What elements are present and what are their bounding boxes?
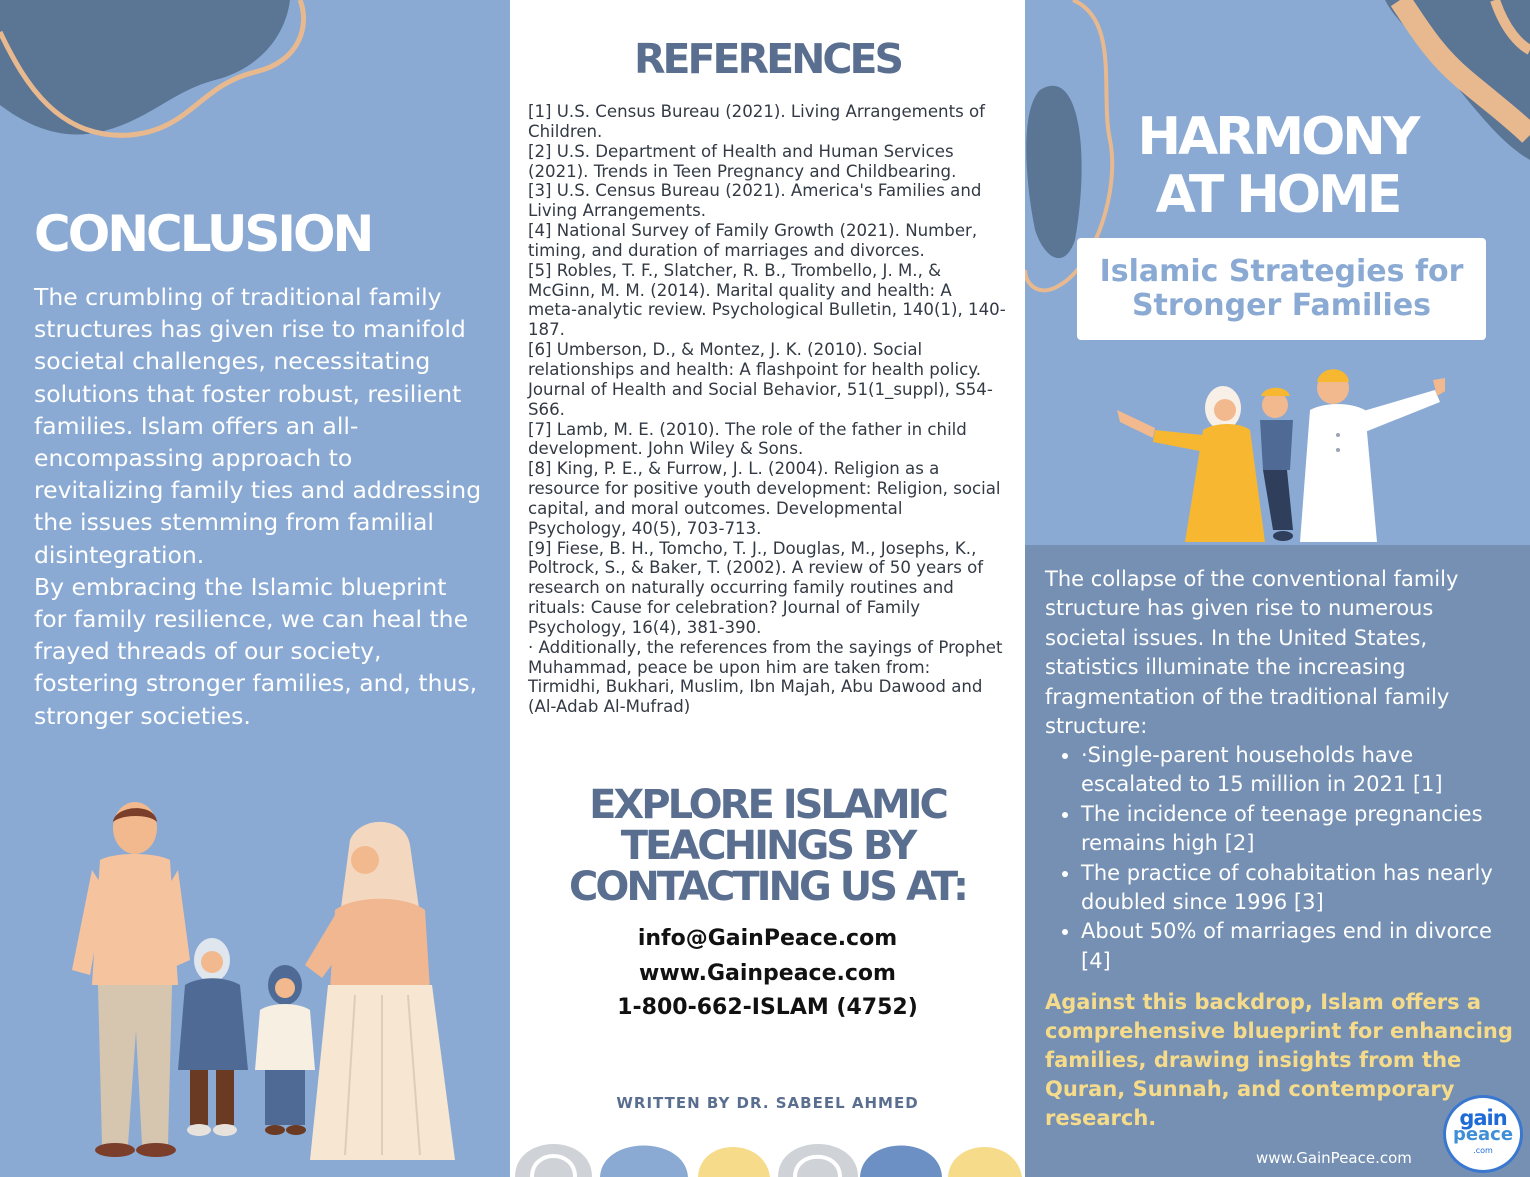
- reference-item: [6] Umberson, D., & Montez, J. K. (2010). Social relationships and health: A flashpoint for health policy. Journal of Health and Social Behavior, 51(1_suppl), S54-S66.: [528, 340, 993, 419]
- statistic-item: • The practice of cohabitation has nearly doubled since 1996 [3]: [1081, 859, 1515, 918]
- brochure-title: [1025, 108, 1530, 224]
- girl-dress: [178, 978, 248, 1070]
- title-line: HARMONY: [1137, 107, 1418, 167]
- subtitle-text: [1100, 255, 1464, 323]
- boy-shirt: [1260, 420, 1293, 470]
- logo-text-gain: gain: [1459, 1106, 1507, 1130]
- statistics-list: [1045, 741, 1515, 976]
- references-heading: REFERENCES: [633, 35, 902, 83]
- conclusion-body: [34, 281, 484, 732]
- reference-item: · Additionally, the references from the sayings of Prophet Muhammad, peace be upon him are taken from: Tirmidhi, Bukhari, Muslim, Ibn Majah, Abu Dawood and (Al-Adab Al-Mufrad): [528, 637, 1003, 717]
- father-shirt: [92, 854, 178, 985]
- intro-text: The collapse of the conventional family structure has given rise to numerous societal issues. In the United States, statistics illuminate the increasing fragmentation of the traditional family structure:: [1045, 567, 1459, 739]
- author-credit: WRITTEN BY DR. SABEEL AHMED: [616, 1094, 919, 1112]
- decorative-shapes-bottom: [510, 1135, 1025, 1177]
- conclusion-paragraph: By embracing the Islamic blueprint for family resilience, we can heal the frayed threads of our society, fostering stronger families, and, thus, stronger societies.: [34, 572, 478, 730]
- reference-item: [9] Fiese, B. H., Tomcho, T. J., Douglas, M., Josephs, K., Poltrock, S., & Baker, T. (2002). A review of 50 years of research on naturally occurring family routines and rituals: Cause for celebration? Journal of Family Psychology, 16(4), 381-390.: [528, 538, 984, 637]
- subtitle-box: [1077, 238, 1486, 340]
- middle-panel: [510, 0, 1025, 1177]
- footer-website-link[interactable]: www.GainPeace.com: [1256, 1149, 1412, 1167]
- statistic-item: • The incidence of teenage pregnancies remains high [2]: [1081, 800, 1515, 859]
- contact-heading: [510, 782, 1025, 910]
- family-celebration-illustration: [1115, 360, 1445, 545]
- reference-item: [4] National Survey of Family Growth (2021). Number, timing, and duration of marriages and divorces.: [528, 221, 978, 260]
- right-panel: [1025, 0, 1530, 1177]
- contact-heading-line: CONTACTING US AT:: [569, 864, 966, 910]
- reference-item: [8] King, P. E., & Furrow, J. L. (2004). Religion as a resource for positive youth development: Religion, social capital, and moral outcomes. Developmental Psychology, 40(5), 703-713.: [528, 459, 1001, 538]
- statistic-item: • About 50% of marriages end in divorce [4]: [1081, 917, 1515, 976]
- boy-cap: [1261, 388, 1290, 396]
- reference-item: [5] Robles, T. F., Slatcher, R. B., Trombello, J. M., & McGinn, M. M. (2014). Marital quality and health: A meta-analytic review. Psychological Bulletin, 140(1), 140-187.: [528, 260, 1006, 340]
- contact-heading-line: TEACHINGS BY: [620, 823, 915, 869]
- closing-statement: Against this backdrop, Islam offers a comprehensive blueprint for enhancing families, drawing insights from the Quran, Sunnah, and contemporary research.: [1045, 990, 1513, 1131]
- contact-website-link[interactable]: www.Gainpeace.com: [639, 961, 896, 986]
- left-panel: [0, 0, 510, 1177]
- contact-phone[interactable]: 1-800-662-ISLAM (4752): [617, 995, 918, 1020]
- gainpeace-logo[interactable]: [1443, 1095, 1523, 1173]
- contact-heading-line: EXPLORE ISLAMIC: [589, 782, 946, 828]
- contact-email-link[interactable]: info@GainPeace.com: [637, 926, 898, 951]
- father-cap: [1317, 369, 1349, 382]
- subtitle-line: Islamic Strategies for: [1099, 254, 1464, 289]
- reference-item: [1] U.S. Census Bureau (2021). Living Arrangements of Children.: [528, 102, 985, 141]
- family-illustration: [60, 800, 460, 1177]
- conclusion-paragraph: The crumbling of traditional family structures has given rise to manifold societal challenges, necessitating solutions that foster robust, resilient families. Islam offers an all-encompassing approach to revitalizing family ties and addressing the issues stemming from familial disintegration.: [34, 283, 482, 569]
- reference-item: [3] U.S. Census Bureau (2021). America's Families and Living Arrangements.: [528, 181, 982, 221]
- child-top: [255, 1004, 315, 1070]
- title-line: AT HOME: [1155, 165, 1400, 225]
- logo-text-com: .com: [1473, 1146, 1493, 1155]
- statistic-item: • ·Single-parent households have escalated to 15 million in 2021 [1]: [1081, 741, 1515, 800]
- father-trousers: [98, 985, 172, 1145]
- reference-item: [2] U.S. Department of Health and Human Services (2021). Trends in Teen Pregnancy and Childbearing.: [528, 141, 957, 181]
- logo-text-peace: peace: [1452, 1124, 1514, 1145]
- references-list: [528, 102, 1006, 717]
- conclusion-heading: CONCLUSION: [34, 205, 372, 263]
- reference-item: [7] Lamb, M. E. (2010). The role of the father in child development. John Wiley & Sons.: [528, 419, 967, 459]
- subtitle-line: Stronger Families: [1131, 288, 1432, 323]
